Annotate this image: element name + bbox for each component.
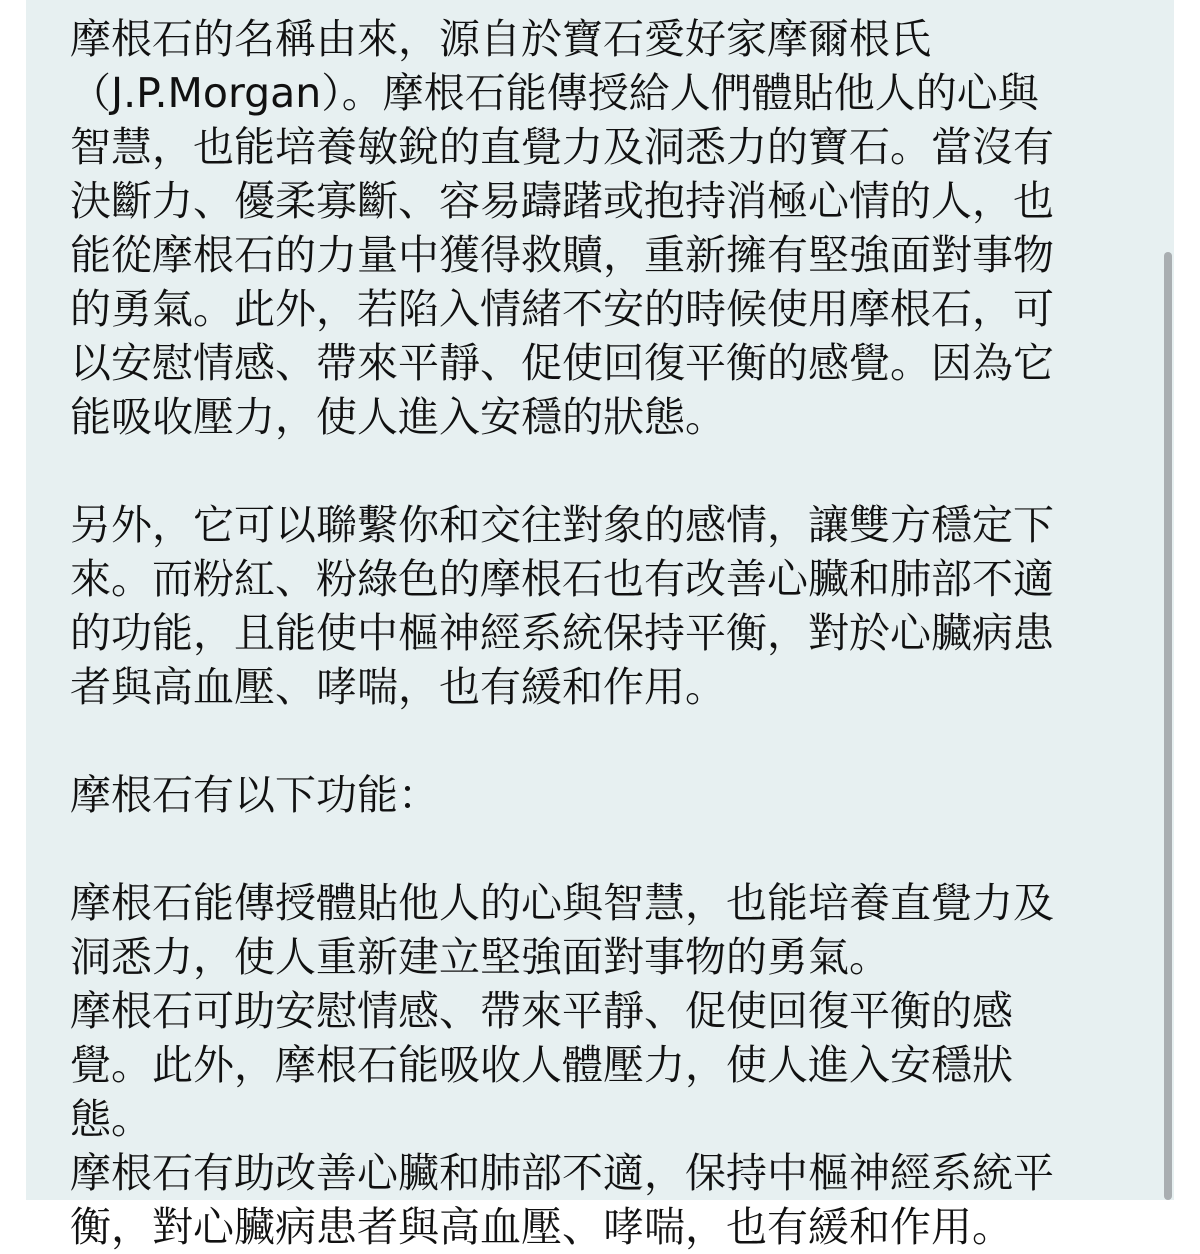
text-line: 衡，對心臟病患者與高血壓、哮喘，也有緩和作用。 [70,1203,1013,1251]
text-line: 能從摩根石的力量中獲得救贖，重新擁有堅強面對事物 [70,231,1054,279]
paragraph-spacer [70,822,1130,876]
function-item-3 [70,1146,1130,1254]
text-line: 的勇氣。此外，若陷入情緒不安的時候使用摩根石，可 [70,285,1054,333]
text-line: 摩根石有助改善心臟和肺部不適，保持中樞神經系統平 [70,1149,1054,1197]
text-line: 能吸收壓力，使人進入安穩的狀態。 [70,393,726,441]
article-panel [26,0,1174,1251]
text-line: 另外，它可以聯繫你和交往對象的感情，讓雙方穩定下 [70,501,1054,549]
paragraph-relationship [70,498,1130,714]
text-line: （J.P.Morgan）。摩根石能傳授給人們體貼他人的心與 [70,69,1039,117]
text-line: 摩根石能傳授體貼他人的心與智慧，也能培養直覺力及 [70,879,1054,927]
article-content [70,12,1130,1254]
text-line: 摩根石的名稱由來，源自於寶石愛好家摩爾根氏 [70,15,931,63]
text-line: 以安慰情感、帶來平靜、促使回復平衡的感覺。因為它 [70,339,1054,387]
text-line: 洞悉力，使人重新建立堅強面對事物的勇氣。 [70,933,890,981]
function-item-1 [70,876,1130,984]
text-line: 智慧，也能培養敏銳的直覺力及洞悉力的寶石。當沒有 [70,123,1054,171]
scrollbar-thumb[interactable] [1164,252,1172,1200]
text-line: 態。 [70,1095,152,1143]
function-item-2 [70,984,1130,1146]
functions-heading [70,768,1130,822]
paragraph-spacer [70,444,1130,498]
text-line: 決斷力、優柔寡斷、容易躊躇或抱持消極心情的人，也 [70,177,1054,225]
paragraph-spacer [70,714,1130,768]
text-line: 者與高血壓、哮喘，也有緩和作用。 [70,663,726,711]
text-line: 覺。此外，摩根石能吸收人體壓力，使人進入安穩狀 [70,1041,1013,1089]
vertical-scrollbar[interactable] [1160,0,1174,1200]
text-line: 來。而粉紅、粉綠色的摩根石也有改善心臟和肺部不適 [70,555,1054,603]
paragraph-origin [70,12,1130,444]
text-line: 的功能，且能使中樞神經系統保持平衡，對於心臟病患 [70,609,1054,657]
heading-text: 摩根石有以下功能： [70,771,439,819]
text-line: 摩根石可助安慰情感、帶來平靜、促使回復平衡的感 [70,987,1013,1035]
